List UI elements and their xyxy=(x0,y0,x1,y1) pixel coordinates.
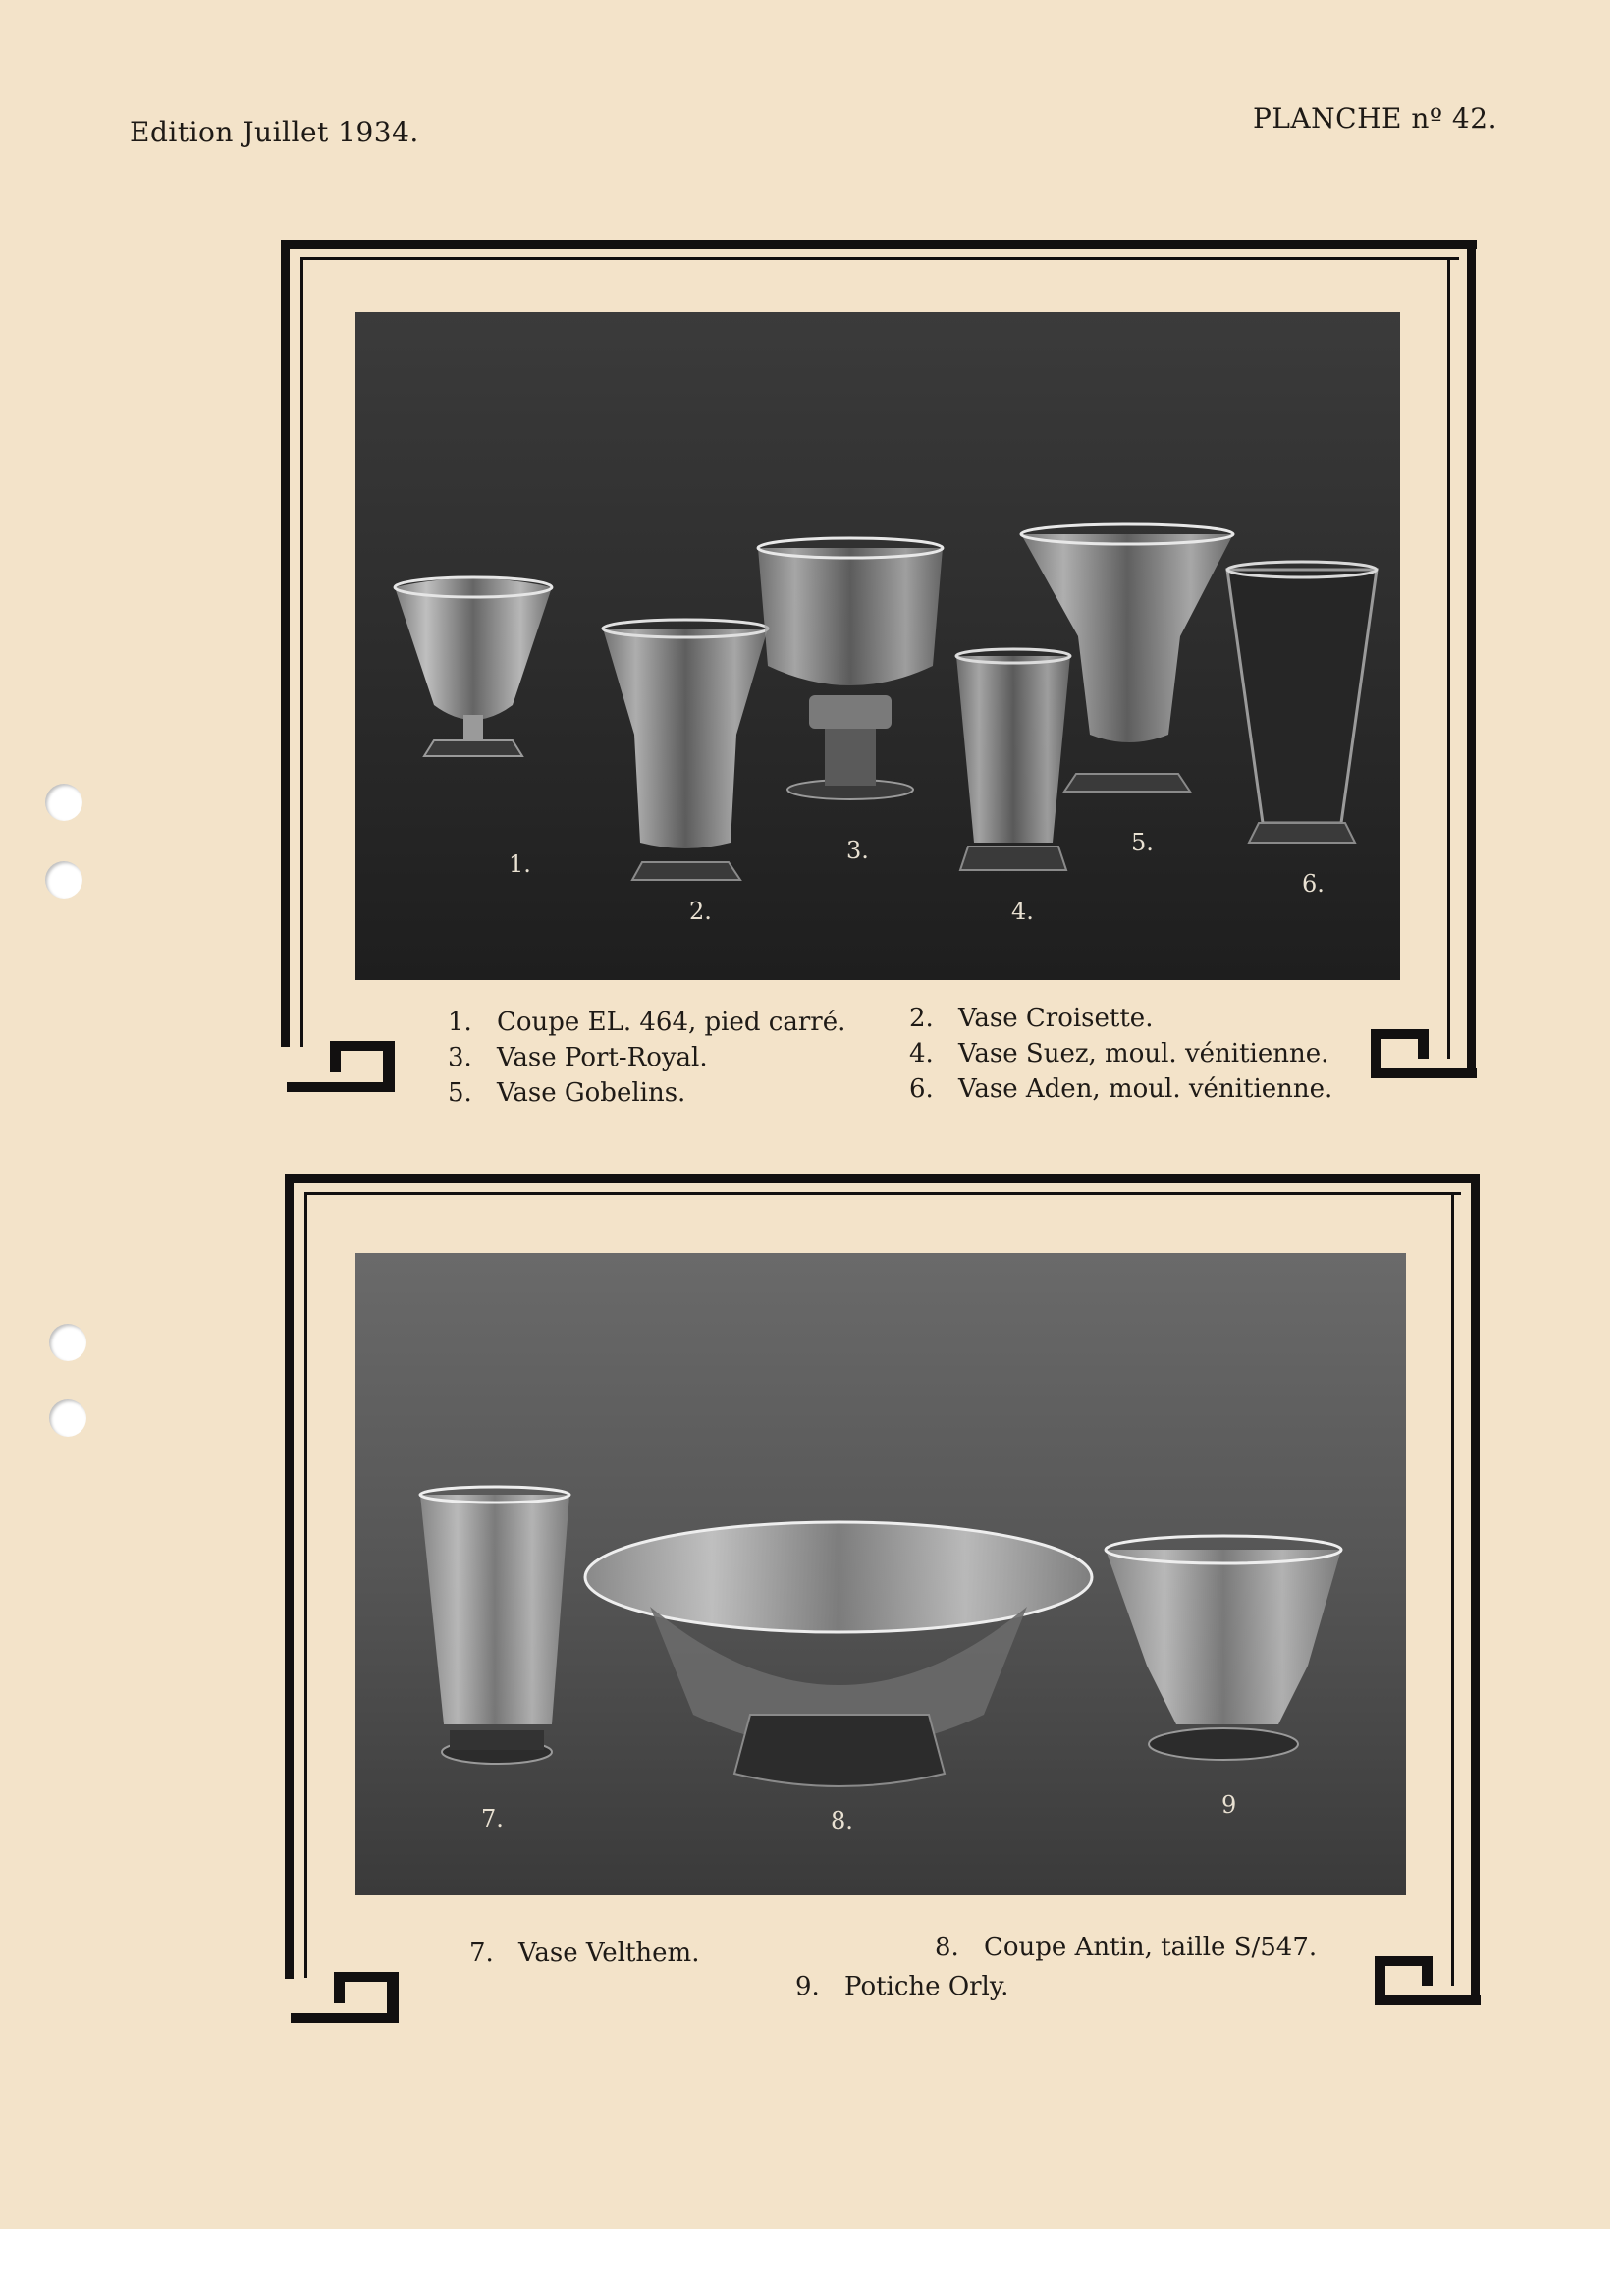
edition-label: Edition Juillet 1934. xyxy=(130,116,419,148)
photo-number-1: 1. xyxy=(509,850,531,878)
caption-item-8: 8. Coupe Antin, taille S/547. xyxy=(935,1933,1318,1962)
caption-item-4: 4. Vase Suez, moul. vénitienne. xyxy=(909,1039,1329,1068)
caption-item-2: 2. Vase Croisette. xyxy=(909,1004,1154,1033)
photo-number-2: 2. xyxy=(689,898,712,925)
photo-number-9: 9 xyxy=(1221,1791,1237,1819)
caption-item-5: 5. Vase Gobelins. xyxy=(448,1078,686,1108)
plate-number: PLANCHE nº 42. xyxy=(1253,102,1497,135)
photo-number-8: 8. xyxy=(831,1807,853,1834)
photo-number-3: 3. xyxy=(846,837,869,864)
bottom-photograph xyxy=(355,1253,1406,1895)
caption-item-3: 3. Vase Port-Royal. xyxy=(448,1043,708,1072)
caption-item-6: 6. Vase Aden, moul. vénitienne. xyxy=(909,1074,1333,1104)
top-photograph xyxy=(355,312,1400,980)
photo-number-7: 7. xyxy=(481,1805,504,1832)
caption-item-7: 7. Vase Velthem. xyxy=(469,1939,700,1968)
caption-item-1: 1. Coupe EL. 464, pied carré. xyxy=(448,1008,846,1037)
photo-number-6: 6. xyxy=(1302,870,1325,898)
photo-number-5: 5. xyxy=(1131,829,1154,856)
photo-number-4: 4. xyxy=(1011,898,1034,925)
caption-item-9: 9. Potiche Orly. xyxy=(795,1972,1009,2001)
